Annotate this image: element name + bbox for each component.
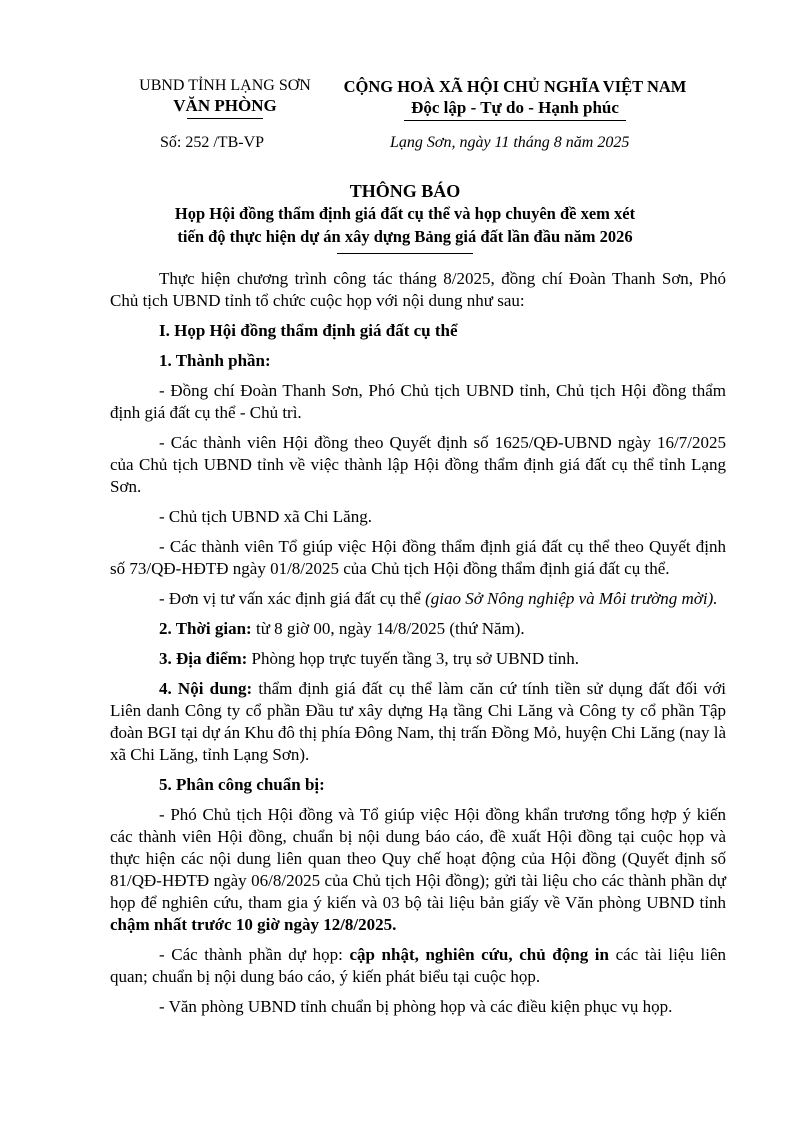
issuing-office: VĂN PHÒNG xyxy=(173,96,277,115)
document-number: Số: 252 /TB-VP xyxy=(160,134,265,151)
consultant-text: - Đơn vị tư vấn xác định giá đất cụ thể xyxy=(159,589,426,608)
motto-underline xyxy=(404,120,626,121)
province-committee: UBND TỈNH LẠNG SƠN xyxy=(139,77,311,94)
meeting-content xyxy=(110,678,726,766)
national-title-block xyxy=(330,76,700,121)
subject-line-1: Họp Hội đồng thẩm định giá đất cụ thể và họp chuyên đề xem xét xyxy=(174,204,636,223)
participant-support-team: - Các thành viên Tổ giúp việc Hội đồng thẩm định giá đất cụ thể theo Quyết định số 73/QĐ-HĐTĐ ngày 01/8/2025 của Chủ tịch Hội đồng thẩm định giá đất cụ thể. xyxy=(110,537,726,578)
meeting-place xyxy=(110,648,726,670)
intro-paragraph: Thực hiện chương trình công tác tháng 8/2025, đồng chí Đoàn Thanh Sơn, Phó Chủ tịch UBND tỉnh tổ chức cuộc họp với nội dung như sau: xyxy=(110,269,726,310)
participant-chair: - Đồng chí Đoàn Thanh Sơn, Phó Chủ tịch UBND tỉnh, Chủ tịch Hội đồng thẩm định giá đất cụ thể - Chủ trì. xyxy=(110,381,726,422)
document-date: Lạng Sơn, ngày 11 tháng 8 năm 2025 xyxy=(390,134,630,151)
assignment-deadline: chậm nhất trước 10 giờ ngày 12/8/2025. xyxy=(110,915,397,934)
document-title xyxy=(80,180,730,254)
assignment-heading: 5. Phân công chuẩn bị: xyxy=(159,775,325,794)
national-motto: Độc lập - Tự do - Hạnh phúc xyxy=(411,98,619,117)
title-underline xyxy=(337,253,473,254)
nation-name: CỘNG HOÀ XÃ HỘI CHỦ NGHĨA VIỆT NAM xyxy=(343,77,687,96)
participant-council-members: - Các thành viên Hội đồng theo Quyết định số 1625/QĐ-UBND ngày 16/7/2025 của Chủ tịch UBND tỉnh về việc thành lập Hội đồng thẩm định giá đất cụ thể tỉnh Lạng Sơn. xyxy=(110,433,726,496)
assignment-attendees xyxy=(110,944,726,988)
document-body xyxy=(110,268,726,1026)
content-label: 4. Nội dung: xyxy=(159,679,253,698)
issuing-agency-block xyxy=(120,76,330,119)
section-heading: I. Họp Hội đồng thẩm định giá đất cụ thể xyxy=(159,321,458,340)
assignment-council xyxy=(110,804,726,936)
meeting-time xyxy=(110,618,726,640)
time-label: 2. Thời gian: xyxy=(159,619,252,638)
attendees-lead: - Các thành phần dự họp: xyxy=(159,945,350,964)
subject-line-2: tiến độ thực hiện dự án xây dựng Bảng giá đất lần đầu năm 2026 xyxy=(177,227,633,246)
participant-commune-chair: - Chủ tịch UBND xã Chi Lăng. xyxy=(159,507,372,526)
agency-underline xyxy=(187,118,263,119)
time-value: từ 8 giờ 00, ngày 14/8/2025 (thứ Năm). xyxy=(251,619,525,638)
participants-heading: 1. Thành phần: xyxy=(159,351,271,370)
place-label: 3. Địa điểm: xyxy=(159,649,248,668)
participant-consultant xyxy=(110,588,726,610)
assignment-council-text: - Phó Chủ tịch Hội đồng và Tổ giúp việc Hội đồng khẩn trương tổng hợp ý kiến các thành viên Hội đồng, chuẩn bị nội dung báo cáo, đề xuất Hội đồng tại cuộc họp và thực hiện các nội dung liên quan theo Quy chế hoạt động của Hội đồng (Quyết định số 81/QĐ-HĐTĐ ngày 06/8/2025 của Chủ tịch Hội đồng); gửi tài liệu cho các thành phần dự họp để nghiên cứu, tham gia ý kiến và 03 bộ tài liệu bản giấy về Văn phòng UBND tỉnh xyxy=(110,805,726,912)
document-type: THÔNG BÁO xyxy=(349,181,461,201)
content-value: thẩm định giá đất cụ thể làm căn cứ tính tiền sử dụng đất đối với Liên danh Công ty cổ phần Đầu tư xây dựng Hạ tầng Chi Lăng và Công ty cổ phần Tập đoàn BGI tại dự án Khu đô thị phía Đông Nam, thị trấn Đồng Mỏ, huyện Chi Lăng (nay là xã Chi Lăng, tỉnh Lạng Sơn). xyxy=(110,679,726,764)
assignment-office: - Văn phòng UBND tỉnh chuẩn bị phòng họp và các điều kiện phục vụ họp. xyxy=(159,997,673,1016)
place-value: Phòng họp trực tuyến tầng 3, trụ sở UBND tỉnh. xyxy=(247,649,580,668)
attendees-emphasis: cập nhật, nghiên cứu, chủ động in xyxy=(349,945,609,964)
consultant-note: (giao Sở Nông nghiệp và Môi trường mời). xyxy=(425,589,718,608)
attendees-rest: các tài liệu liên quan; chuẩn bị nội dung báo cáo, ý kiến phát biểu tại cuộc họp. xyxy=(110,945,726,986)
